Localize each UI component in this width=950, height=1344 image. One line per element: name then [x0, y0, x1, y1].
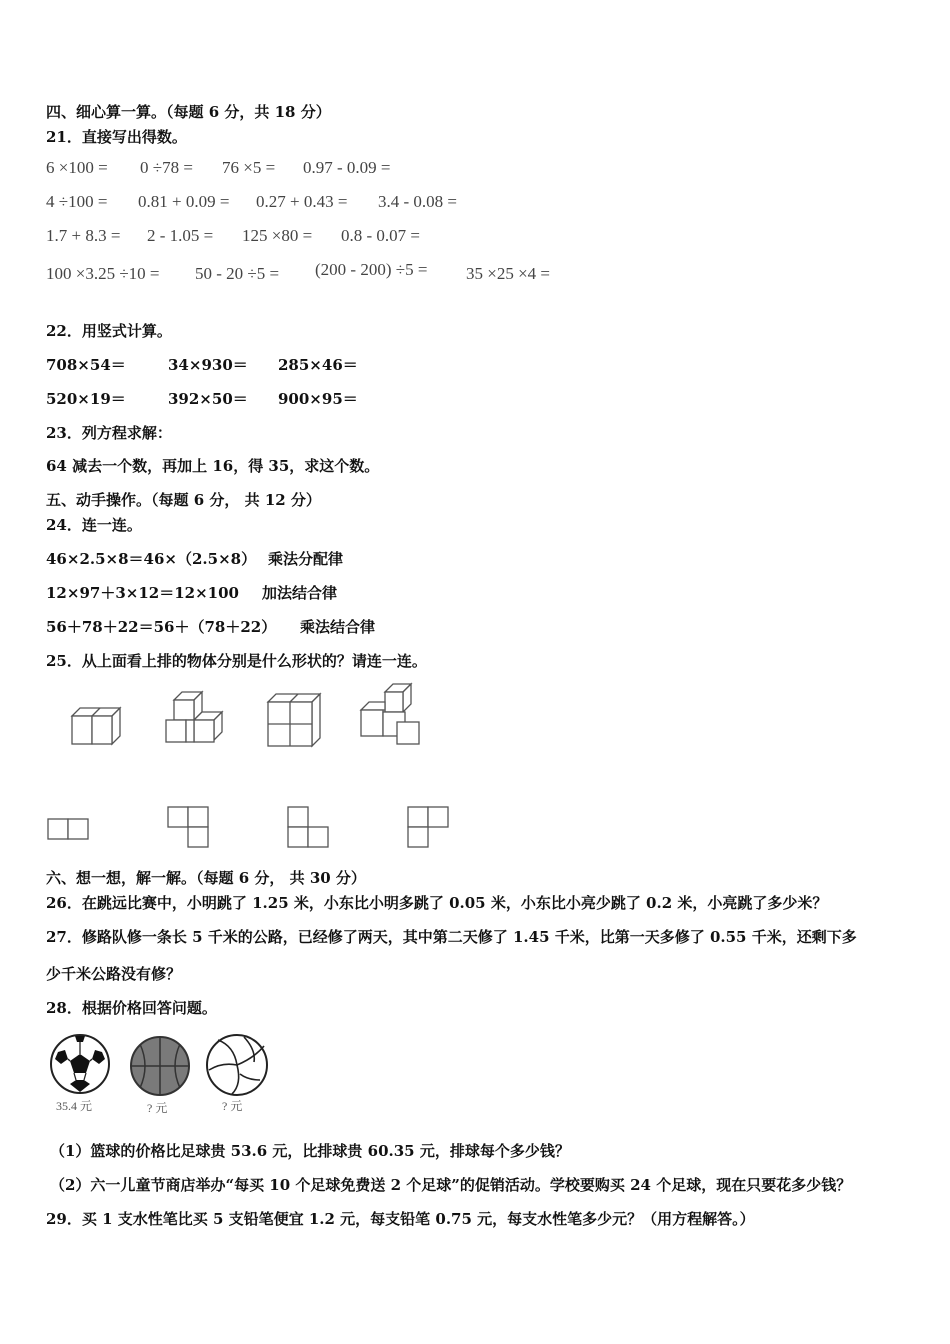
q24-law: 乘法分配律 — [268, 550, 344, 568]
q22-item: 708×54＝ — [46, 356, 126, 374]
q24-law: 加法结合律 — [262, 584, 338, 602]
q24-expression: 46×2.5×8＝46×（2.5×8） — [46, 550, 257, 568]
soccer-ball-icon — [48, 1032, 112, 1096]
price-label: ? 元 — [147, 1101, 168, 1115]
q27-text-line2: 少千米公路没有修？ — [46, 965, 182, 983]
q22-title: 22．用竖式计算。 — [46, 322, 172, 340]
q24-law: 乘法结合律 — [300, 618, 376, 636]
q28-sub2: （2）六一儿童节商店举办“每买 10 个足球免费送 2 个足球”的促销活动。学校要购买 24 个足球，现在只要花多少钱？ — [50, 1176, 852, 1194]
q22-item: 520×19＝ — [46, 390, 126, 408]
section-5-title: 五、动手操作。（每题 6 分， 共 12 分） — [46, 491, 321, 509]
q24-expression: 12×97＋3×12＝12×100 — [46, 584, 239, 602]
volleyball-icon — [204, 1032, 270, 1098]
calc-item: 4 ÷100 = — [46, 192, 108, 211]
q28-title: 28．根据价格回答问题。 — [46, 999, 217, 1017]
calc-item: 3.4 - 0.08 = — [378, 192, 457, 211]
calc-item: 2 - 1.05 = — [147, 226, 214, 245]
q28-sub1: （1）篮球的价格比足球贵 53.6 元，比排球贵 60.35 元，排球每个多少钱？ — [50, 1142, 570, 1160]
q23-title: 23．列方程求解： — [46, 424, 172, 442]
calc-item: 76 ×5 = — [222, 158, 276, 177]
q25-title: 25．从上面看上排的物体分别是什么形状的？请连一连。 — [46, 652, 427, 670]
cube-object-1 — [60, 698, 130, 750]
top-view-3 — [284, 805, 334, 851]
q23-text: 64 减去一个数，再加上 16，得 35，求这个数。 — [46, 457, 380, 475]
q22-item: 392×50＝ — [168, 390, 248, 408]
price-label: ? 元 — [222, 1099, 243, 1113]
basketball-icon — [128, 1034, 192, 1098]
calc-item: 0.27 + 0.43 = — [256, 192, 348, 211]
q22-item: 34×930＝ — [168, 356, 248, 374]
calc-item: 1.7 + 8.3 = — [46, 226, 121, 245]
calc-item: (200 - 200) ÷5 = — [315, 260, 428, 279]
section-6-title: 六、想一想，解一解。（每题 6 分， 共 30 分） — [46, 869, 366, 887]
calc-item: 50 - 20 ÷5 = — [195, 264, 280, 283]
calc-item: 125 ×80 = — [242, 226, 313, 245]
calc-item: 0.81 + 0.09 = — [138, 192, 230, 211]
q24-expression: 56＋78＋22＝56＋（78＋22） — [46, 618, 277, 636]
top-view-2 — [164, 805, 214, 851]
cube-object-4 — [355, 682, 427, 748]
q24-title: 24．连一连。 — [46, 516, 142, 534]
calc-item: 6 ×100 = — [46, 158, 108, 177]
price-label: 35.4 元 — [56, 1099, 93, 1113]
q29-text: 29．买 1 支水性笔比买 5 支铅笔便宜 1.2 元，每支铅笔 0.75 元，每支水性笔多少元？（用方程解答。） — [46, 1210, 755, 1228]
q27-text-line1: 27．修路队修一条长 5 千米的公路，已经修了两天，其中第二天修了 1.45 千米，比第一天多修了 0.55 千米，还剩下多 — [46, 928, 857, 946]
cube-object-2 — [158, 688, 228, 752]
q22-item: 900×95＝ — [278, 390, 358, 408]
calc-item: 35 ×25 ×4 = — [466, 264, 551, 283]
calc-item: 100 ×3.25 ÷10 = — [46, 264, 160, 283]
calc-item: 0.97 - 0.09 = — [303, 158, 391, 177]
cube-object-3 — [260, 690, 326, 752]
q26-text: 26．在跳远比赛中，小明跳了 1.25 米，小东比小明多跳了 0.05 米，小东比小亮少跳了 0.2 米，小亮跳了多少米？ — [46, 894, 828, 912]
calc-item: 0 ÷78 = — [140, 158, 193, 177]
calc-item: 0.8 - 0.07 = — [341, 226, 420, 245]
top-view-1 — [46, 815, 92, 841]
top-view-4 — [404, 805, 454, 851]
q22-item: 285×46＝ — [278, 356, 358, 374]
q21-title: 21．直接写出得数。 — [46, 128, 187, 146]
section-4-title: 四、细心算一算。（每题 6 分，共 18 分） — [46, 103, 331, 121]
